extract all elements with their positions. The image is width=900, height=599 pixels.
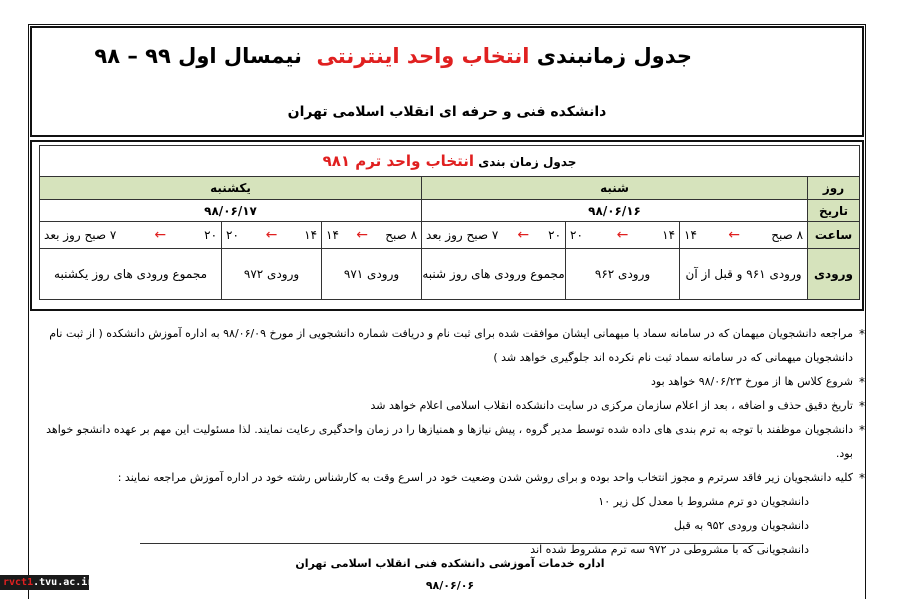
arrow-left-icon: ←: [728, 227, 740, 243]
time-slot: ۲۰ ← ۷ صبح روز بعد: [40, 222, 222, 249]
time-slot: ۸ صبح ← ۱۴: [322, 222, 422, 249]
note-item: * شروع کلاس ها از مورخ ۹۸/۰۶/۲۳ خواهد بود: [35, 370, 865, 394]
label-entry: ورودی: [808, 249, 860, 300]
footer: [0, 553, 900, 597]
label-day: روز: [808, 177, 860, 200]
entry-cell: ورودی ۹۶۱ و قبل از آن: [680, 249, 808, 300]
note-item: * کلیه دانشجویان زیر فاقد سرترم و مجوز انتخاب واحد بوده و برای روشن شدن وضعیت خود در اسرع وقت به کارشناس رشته خود در اداره آموزش مراجعه نمایند :: [35, 466, 865, 490]
note-item: * تاریخ دقیق حذف و اضافه ، بعد از اعلام سازمان مرکزی در سایت دانشکده انقلاب اسلامی اعلام خواهد شد: [35, 394, 865, 418]
college-name: دانشکده فنی و حرفه ای انقلاب اسلامی تهران: [287, 104, 607, 120]
header-box: [30, 26, 864, 137]
footer-office: اداره خدمات آموزشی دانشکده فنی انقلاب اسلامی تهران: [295, 557, 605, 570]
asterisk-icon: *: [859, 399, 865, 413]
asterisk-icon: *: [859, 375, 865, 389]
asterisk-icon: *: [859, 423, 865, 437]
time-slot: ۲۰ ← ۷ صبح روز بعد: [422, 222, 566, 249]
entry-cell: ورودی ۹۷۲: [222, 249, 322, 300]
arrow-left-icon: ←: [616, 227, 629, 243]
table-caption: جدول زمان بندی انتخاب واحد ترم ۹۸۱: [40, 146, 860, 177]
footer-divider: [140, 543, 764, 544]
entry-cell: مجموع ورودی های روز شنبه: [422, 249, 566, 300]
day-saturday: شنبه: [422, 177, 808, 200]
label-time: ساعت: [808, 222, 860, 249]
note-item: * مراجعه دانشجویان میهمان که در سامانه سماد با میهمانی ایشان موافقت شده برای ثبت نام و دریافت شماره دانشجویی از مورخ ۹۸/۰۶/۰۹ به اداره آموزش دانشکده ( از ثبت نام دانشجویان میهمانی که در سامانه سماد ثبت نام نکرده اند جلوگیری خواهد شد ): [35, 322, 865, 370]
footer-date: ۹۸/۰۶/۰۶: [425, 579, 475, 592]
note-item: * دانشجویان موظفند با توجه به ترم بندی های داده شده توسط مدیر گروه ، پیش نیازها و همنیازها را در زمان واحدگیری رعایت نمایند. لذا مسئولیت این مهم بر عهده دانشجو خواهد بود.: [35, 418, 865, 466]
entry-cell: ورودی ۹۶۲: [566, 249, 680, 300]
day-sunday: یکشنبه: [40, 177, 422, 200]
subnote-item: دانشجویان ورودی ۹۵۲ به قبل: [673, 519, 809, 532]
subnote-item: دانشجویان دو ترم مشروط با معدل کل زیر ۱۰: [598, 495, 809, 508]
schedule-box: [30, 140, 864, 311]
arrow-left-icon: ←: [517, 227, 530, 243]
date-saturday: ۹۸/۰۶/۱۶: [422, 200, 808, 222]
entry-cell: مجموع ورودی های روز یکشنبه: [40, 249, 222, 300]
time-slot: ۱۴ ← ۲۰: [222, 222, 322, 249]
schedule-table: [39, 145, 860, 300]
site-url-badge: rvct1.tvu.ac.ir: [0, 575, 89, 590]
subnote-item: دانشجویانی که با مشروطی در ۹۷۲ سه ترم مشروط شده اند: [530, 543, 809, 556]
arrow-left-icon: ←: [356, 227, 368, 243]
arrow-left-icon: ←: [154, 227, 167, 243]
arrow-left-icon: ←: [265, 227, 278, 243]
notes-list: [35, 322, 865, 562]
time-slot: ۱۴ ← ۲۰: [566, 222, 680, 249]
label-date: تاریخ: [808, 200, 860, 222]
entry-cell: ورودی ۹۷۱: [322, 249, 422, 300]
asterisk-icon: *: [859, 327, 865, 341]
date-sunday: ۹۸/۰۶/۱۷: [40, 200, 422, 222]
page-title: جدول زمانبندی انتخاب واحد اینترنتی نیمسال اول ۹۹ – ۹۸: [94, 44, 692, 68]
time-slot: ۸ صبح ← ۱۴: [680, 222, 808, 249]
asterisk-icon: *: [859, 471, 865, 485]
